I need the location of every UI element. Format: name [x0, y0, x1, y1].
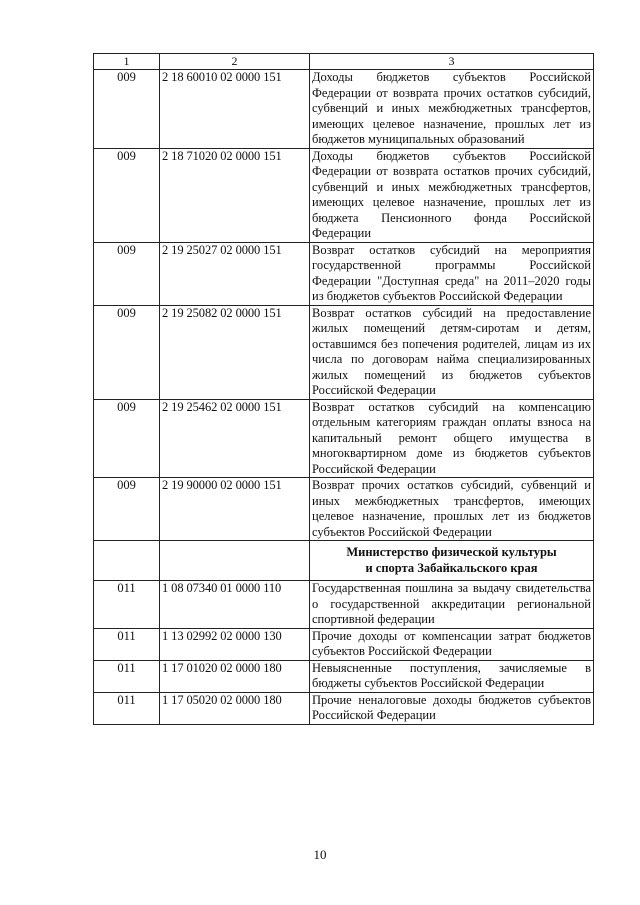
- admin-code-cell: 011: [94, 628, 160, 660]
- kbk-code-cell: 1 17 01020 02 0000 180: [160, 660, 310, 692]
- kbk-code-cell: 1 17 05020 02 0000 180: [160, 692, 310, 724]
- admin-code-cell: 009: [94, 70, 160, 149]
- description-cell: Прочие доходы от компенсации затрат бюджетов субъектов Российской Федерации: [310, 628, 594, 660]
- table-row: [94, 70, 594, 149]
- table-row: [94, 148, 594, 242]
- ministry-title-line: и спорта Забайкальского края: [365, 561, 538, 575]
- admin-code-cell: 009: [94, 305, 160, 399]
- table-row: [94, 581, 594, 629]
- admin-code-cell: 009: [94, 242, 160, 305]
- ministry-title-line: Министерство физической культуры: [346, 545, 557, 559]
- table-row: [94, 478, 594, 541]
- kbk-code-cell: 2 18 71020 02 0000 151: [160, 148, 310, 242]
- kbk-code-cell: 2 19 25082 02 0000 151: [160, 305, 310, 399]
- kbk-code-cell: 1 13 02992 02 0000 130: [160, 628, 310, 660]
- description-cell: Возврат остатков субсидий на предоставление жилых помещений детям-сиротам и детям, оставшимся без попечения родителей, лицам из их числа по договорам найма специализированных жилых помещений из бюджетов субъектов Российской Федерации: [310, 305, 594, 399]
- description-cell: Государственная пошлина за выдачу свидетельства о государственной аккредитации региональной спортивной федерации: [310, 581, 594, 629]
- table-row: [94, 242, 594, 305]
- table-row: [94, 399, 594, 478]
- page-number: 10: [313, 847, 327, 862]
- description-cell: Невыясненные поступления, зачисляемые в бюджеты субъектов Российской Федерации: [310, 660, 594, 692]
- admin-code-cell: 011: [94, 660, 160, 692]
- admin-code-cell: 011: [94, 581, 160, 629]
- description-cell: Возврат остатков субсидий на компенсацию отдельным категориям граждан оплаты взноса на капитальный ремонт общего имущества в многоквартирном доме из бюджетов субъектов Российской Федерации: [310, 399, 594, 478]
- column-header: 1: [94, 54, 160, 70]
- kbk-code-cell: 2 19 90000 02 0000 151: [160, 478, 310, 541]
- column-header: 3: [310, 54, 594, 70]
- table-row: [94, 692, 594, 724]
- description-cell: Доходы бюджетов субъектов Российской Федерации от возврата остатков прочих субсидий, субвенций и иных межбюджетных трансфертов, имеющих целевое назначение, прошлых лет из бюджета Пенсионного фонда Российской Федерации: [310, 148, 594, 242]
- description-cell: Возврат прочих остатков субсидий, субвенций и иных межбюджетных трансфертов, имеющих целевое назначение, прошлых лет из бюджетов субъектов Российской Федерации: [310, 478, 594, 541]
- admin-code-cell: 011: [94, 692, 160, 724]
- ministry-title: [310, 541, 594, 581]
- table-row: [94, 628, 594, 660]
- description-cell: Доходы бюджетов субъектов Российской Федерации от возврата прочих остатков субсидий, субвенций и иных межбюджетных трансфертов, имеющих целевое назначение, прошлых лет из бюджетов муниципальных образований: [310, 70, 594, 149]
- admin-code-cell: 009: [94, 399, 160, 478]
- table-row: [94, 305, 594, 399]
- kbk-code-cell: 2 19 25462 02 0000 151: [160, 399, 310, 478]
- kbk-code-cell: 2 19 25027 02 0000 151: [160, 242, 310, 305]
- empty-cell: [160, 541, 310, 581]
- column-header: 2: [160, 54, 310, 70]
- table-header-row: [94, 54, 594, 70]
- empty-cell: [94, 541, 160, 581]
- admin-code-cell: 009: [94, 148, 160, 242]
- kbk-code-cell: 2 18 60010 02 0000 151: [160, 70, 310, 149]
- description-cell: Прочие неналоговые доходы бюджетов субъектов Российской Федерации: [310, 692, 594, 724]
- admin-code-cell: 009: [94, 478, 160, 541]
- description-cell: Возврат остатков субсидий на мероприятия государственной программы Российской Федерации "Доступная среда" на 2011–2020 годы из бюджетов субъектов Российской Федерации: [310, 242, 594, 305]
- kbk-code-cell: 1 08 07340 01 0000 110: [160, 581, 310, 629]
- section-header-row: [94, 541, 594, 581]
- revenue-codes-table: [93, 53, 594, 725]
- table-row: [94, 660, 594, 692]
